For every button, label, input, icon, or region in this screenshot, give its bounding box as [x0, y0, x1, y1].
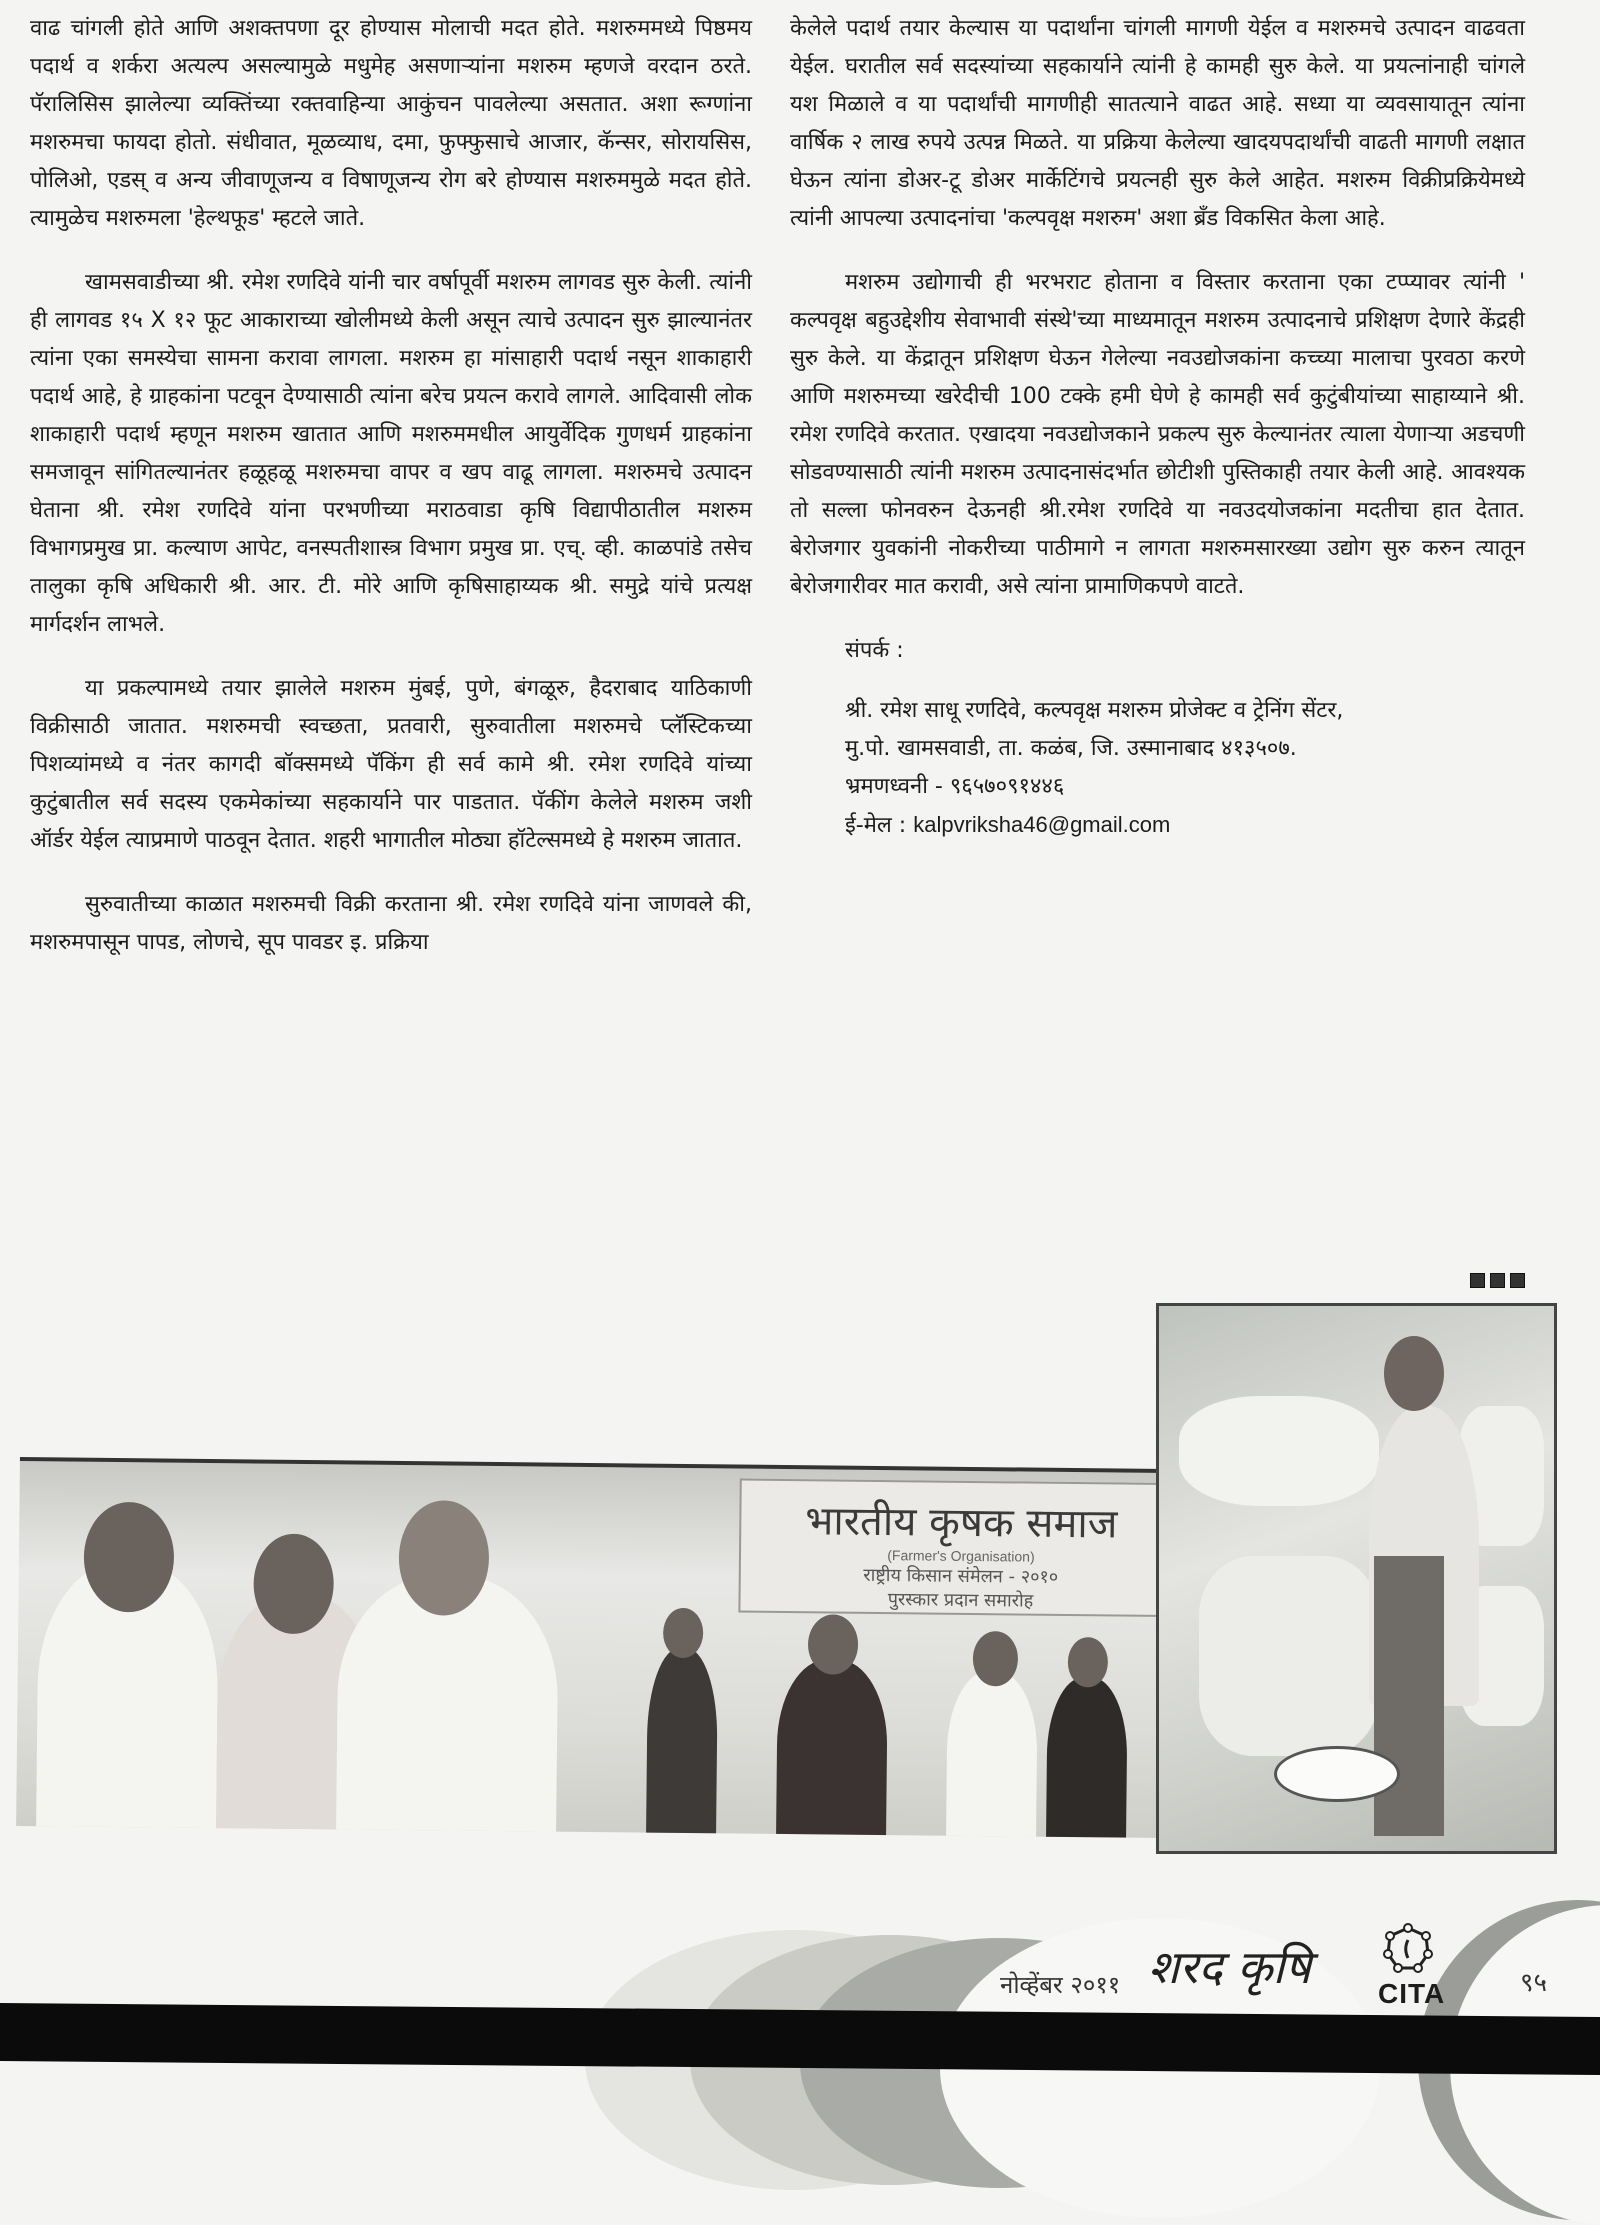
person-head	[1384, 1336, 1444, 1411]
person-figure	[646, 1648, 718, 1842]
article-right-column	[790, 10, 1525, 845]
photo-mushroom-farm	[1156, 1303, 1557, 1854]
article-left-column	[30, 10, 752, 988]
contact-email-label: ई-मेल :	[845, 813, 907, 838]
magazine-logo: शरद कृषि	[1148, 1940, 1311, 1994]
section-end-marker	[1470, 1273, 1525, 1288]
person-legs	[1374, 1556, 1444, 1836]
contact-label: संपर्क :	[845, 638, 904, 663]
cita-emblem-icon	[1378, 1922, 1438, 1974]
mushroom-bag	[1199, 1556, 1379, 1756]
issue-date: नोव्हेंबर २०११	[1000, 1971, 1121, 1999]
person-figure	[946, 1671, 1038, 1842]
banner-subtitle: (Farmer's Organisation)	[887, 1547, 1035, 1565]
contact-phone: भ्रमणध्वनी - ९६५७०९१४४६	[845, 774, 1065, 799]
banner-title: भारतीय कृषक समाज	[804, 1498, 1118, 1548]
contact-email[interactable]: kalpvriksha46@gmail.com	[913, 812, 1171, 837]
cita-text: CITA	[1378, 1978, 1446, 2009]
paragraph: खामसवाडीच्या श्री. रमेश रणदिवे यांनी चार वर्षापूर्वी मशरुम लागवड सुरु केली. त्यांनी ही लागवड १५ X १२ फूट आकाराच्या खोलीमध्ये केली असून त्याचे उत्पादन सुरु झाल्यानंतर त्यांना एका समस्येचा सामना करावा लागला. मशरुम हा मांसाहारी पदार्थ नसून शाकाहारी पदार्थ आहे, हे ग्राहकांना पटवून देण्यासाठी त्यांना बरेच प्रयत्न करावे लागले. आदिवासी लोक शाकाहारी पदार्थ म्हणून मशरुम खातात आणि मशरुममधील आयुर्वेदिक गुणधर्म ग्राहकांना समजावून सांगितल्यानंतर हळूहळू मशरुमचा वापर व खप वाढू लागला. मशरुमचे उत्पादन घेताना श्री. रमेश रणदिवे यांना परभणीच्या मराठवाडा कृषि विद्यापीठातील मशरुम विभागप्रमुख प्रा. कल्याण आपेट, वनस्पतीशास्त्र विभाग प्रमुख प्रा. एच्. व्ही. काळपांडे तसेच तालुका कृषि अधिकारी श्री. आर. टी. मोरे आणि कृषिसाहाय्यक श्री. समुद्रे यांचे प्रत्यक्ष मार्गदर्शन लाभले.	[30, 270, 752, 637]
page-number: ९५	[1520, 1968, 1548, 1998]
paragraph: सुरुवातीच्या काळात मशरुमची विक्री करताना श्री. रमेश रणदिवे यांना जाणवले की, मशरुमपासून पापड, लोणचे, सूप पावडर इ. प्रक्रिया	[30, 892, 752, 955]
banner-line: पुरस्कार प्रदान समारोह	[887, 1589, 1034, 1612]
mushroom-bag	[1179, 1396, 1379, 1506]
square-icon	[1490, 1273, 1505, 1288]
paragraph: केलेले पदार्थ तयार केल्यास या पदार्थांना चांगली मागणी येईल व मशरुमचे उत्पादन वाढवता येईल. घरातील सर्व सदस्यांच्या सहकार्याने त्यांनी हे कामही सुरु केले. या प्रयत्नांनाही चांगले यश मिळाले व या पदार्थांची मागणीही सातत्याने वाढत आहे. सध्या या व्यवसायातून त्यांना वार्षिक २ लाख रुपये उत्पन्न मिळते. या प्रक्रिया केलेल्या खादयपदार्थांची वाढती मागणी लक्षात घेऊन त्यांना डोअर-टू डोअर मार्केटिंगचे प्रयत्नही सुरु केले आहेत. मशरुम विक्रीप्रक्रियेमध्ये त्यांनी आपल्या उत्पादनांचा 'कल्पवृक्ष मशरुम' अशा ब्रँड विकसित केला आहे.	[790, 16, 1525, 231]
event-banner	[738, 1479, 1183, 1618]
person-head	[663, 1608, 704, 1658]
paragraph: मशरुम उद्योगाची ही भरभराट होताना व विस्तार करताना एका टप्प्यावर त्यांनी ' कल्पवृक्ष बहुउद्देशीय सेवाभावी संस्थे'च्या माध्यमातून मशरुम उत्पादनाचे प्रशिक्षण देणारे केंद्रही सुरु केले. या केंद्रातून प्रशिक्षण घेऊन गेलेल्या नवउद्योजकांना कच्च्या मालाचा पुरवठा करणे आणि मशरुमच्या खरेदीची 100 टक्के हमी घेणे हे कामही सर्व कुटुंबीयांच्या साहाय्याने श्री. रमेश रणदिवे करतात. एखादया नवउद्योजकाने प्रकल्प सुरु केल्यानंतर त्याला येणाऱ्या अडचणी सोडवण्यासाठी त्यांनी मशरुम उत्पादनासंदर्भात छोटीशी पुस्तिकाही तयार केली आहे. आवश्यक तो सल्ला फोनवरुन देऊनही श्री.रमेश रणदिवे या नवउदयोजकांना मदतीचा हात देतात. बेरोजगार युवकांनी नोकरीच्या पाठीमागे न लागता मशरुमसारख्या उद्योग सुरु करुन त्यातून बेरोजगारीवर मात करावी, असे त्यांना प्रामाणिकपणे वाटते.	[790, 270, 1525, 599]
paragraph: वाढ चांगली होते आणि अशक्तपणा दूर होण्यास मोलाची मदत होते. मशरुममध्ये पिष्ठमय पदार्थ व शर्करा अत्यल्प असल्यामुळे मधुमेह असणाऱ्यांना मशरुम म्हणजे वरदान ठरते. पॅरालिसिस झालेल्या व्यक्तिंच्या रक्तवाहिन्या आकुंचन पावलेल्या असतात. अशा रूग्णांना मशरुमचा फायदा होतो. संधीवात, मूळव्याध, दमा, फुफ्फुसाचे आजार, कॅन्सर, सोरायसिस, पोलिओ, एडस् व अन्य जीवाणूजन्य व विषाणूजन्य रोग बरे होण्यास मशरुममुळे मदत होते. त्यामुळेच मशरुमला 'हेल्थफूड' म्हटले जाते.	[30, 16, 752, 231]
banner-line: राष्ट्रीय किसान संमेलन - २०१०	[863, 1564, 1059, 1588]
square-icon	[1470, 1273, 1485, 1288]
paragraph: या प्रकल्पामध्ये तयार झालेले मशरुम मुंबई, पुणे, बंगळूरु, हैदराबाद याठिकाणी विक्रीसाठी जातात. मशरुमची स्वच्छता, प्रतवारी, सुरुवातीला मशरुमचे प्लॅस्टिकच्या पिशव्यांमध्ये व नंतर कागदी बॉक्समध्ये पॅकिंग ही सर्व कामे श्री. रमेश रणदिवे यांच्या कुटुंबातील सर्व सदस्य एकमेकांच्या सहकार्याने पार पाडतात. पॅकींग केलेले मशरुम जशी ऑर्डर येईल त्याप्रमाणे पाठवून देतात. शहरी भागातील मोठ्या हॉटेल्समध्ये हे मशरुम जातात.	[30, 676, 752, 853]
person-figure	[776, 1659, 888, 1842]
cita-logo	[1378, 1922, 1446, 2010]
contact-block	[845, 632, 1525, 845]
contact-email-row	[845, 806, 1525, 845]
square-icon	[1510, 1273, 1525, 1288]
mushroom-tub	[1274, 1746, 1400, 1802]
person-figure	[1046, 1677, 1128, 1842]
contact-address: मु.पो. खामसवाडी, ता. कळंब, जि. उस्मानाबाद ४१३५०७.	[845, 736, 1297, 761]
contact-name: श्री. रमेश साधू रणदिवे, कल्पवृक्ष मशरुम प्रोजेक्ट व ट्रेनिंग सेंटर,	[845, 698, 1344, 723]
